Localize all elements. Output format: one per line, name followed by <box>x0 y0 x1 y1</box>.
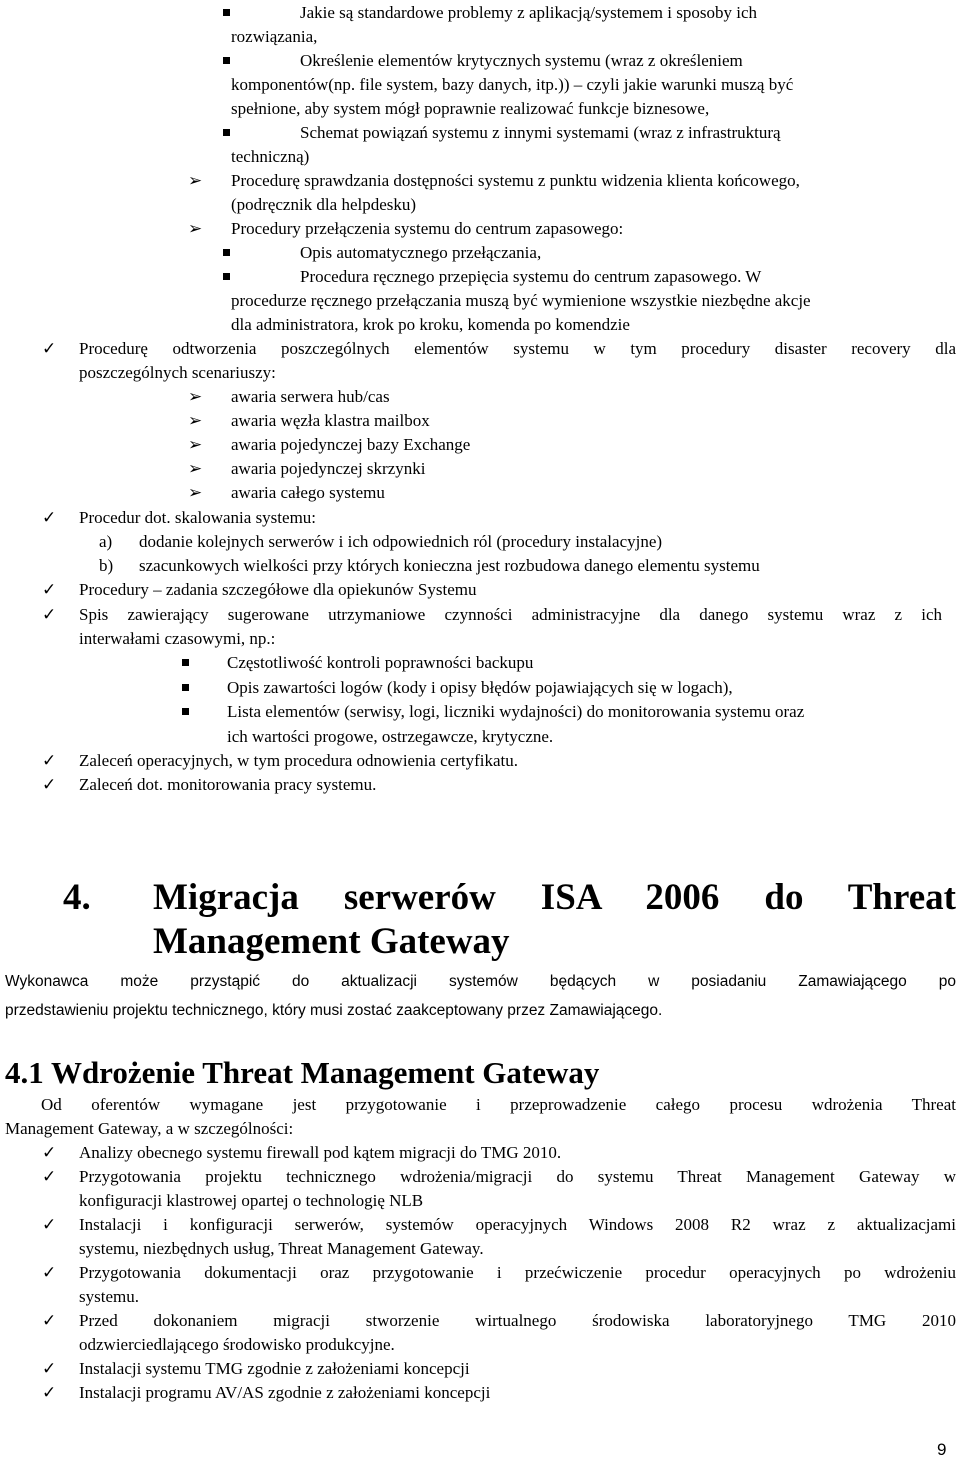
checkmark-icon: ✓ <box>42 580 57 599</box>
square-bullet-icon <box>223 249 230 256</box>
checkmark-icon: ✓ <box>42 339 57 358</box>
arrow-bullet-icon: ➢ <box>188 483 203 502</box>
checkmark-icon: ✓ <box>42 1383 57 1402</box>
list-item: awaria węzła klastra mailbox <box>231 411 430 430</box>
list-item-continuation: interwałami czasowymi, np.: <box>79 629 276 648</box>
list-item: Instalacji systemu TMG zgodnie z założeniami koncepcji <box>79 1359 470 1378</box>
list-item-continuation: komponentów(np. file system, bazy danych, itp.)) – czyli jakie warunki muszą być <box>231 75 794 94</box>
arrow-bullet-icon: ➢ <box>188 387 203 406</box>
list-letter: b) <box>99 556 114 575</box>
list-item: Określenie elementów krytycznych systemu (wraz z określeniem <box>300 51 743 70</box>
arrow-bullet-icon: ➢ <box>188 459 203 478</box>
checkmark-icon: ✓ <box>42 1215 57 1234</box>
square-bullet-icon <box>223 57 230 64</box>
list-item: Instalacji i konfiguracji serwerów, systemów operacyjnych Windows 2008 R2 wraz z aktualizacjami <box>79 1215 956 1234</box>
arrow-bullet-icon: ➢ <box>188 219 203 238</box>
list-item: Procedurę odtworzenia poszczególnych elementów systemu w tym procedury disaster recovery dla <box>79 339 956 358</box>
square-bullet-icon <box>182 659 189 666</box>
checkmark-icon: ✓ <box>42 751 57 770</box>
checkmark-icon: ✓ <box>42 508 57 527</box>
list-item: Procedury – zadania szczegółowe dla opiekunów Systemu <box>79 580 477 599</box>
checkmark-icon: ✓ <box>42 1311 57 1330</box>
list-item-continuation: poszczególnych scenariuszy: <box>79 363 276 382</box>
checkmark-icon: ✓ <box>42 605 57 624</box>
checkmark-icon: ✓ <box>42 1143 57 1162</box>
list-item: Procedura ręcznego przepięcia systemu do centrum zapasowego. W <box>300 267 762 286</box>
list-item: Przygotowania dokumentacji oraz przygotowanie i przećwiczenie procedur operacyjnych po wdrożeniu <box>79 1263 956 1282</box>
list-item-continuation: ich wartości progowe, ostrzegawcze, krytyczne. <box>227 727 554 746</box>
section-paragraph-continuation: przedstawieniu projektu technicznego, który musi zostać zaakceptowany przez Zamawiającego. <box>5 1002 663 1019</box>
checkmark-icon: ✓ <box>42 1359 57 1378</box>
list-item: awaria serwera hub/cas <box>231 387 390 406</box>
list-item: Schemat powiązań systemu z innymi systemami (wraz z infrastrukturą <box>300 123 781 142</box>
section-paragraph: Wykonawca może przystąpić do aktualizacji systemów będących w posiadaniu Zamawiającego po <box>5 973 956 990</box>
list-item: Zaleceń dot. monitorowania pracy systemu. <box>79 775 377 794</box>
list-item: Przygotowania projektu technicznego wdrożenia/migracji do systemu Threat Management Gateway w <box>79 1167 956 1186</box>
square-bullet-icon <box>223 273 230 280</box>
list-item: Procedurę sprawdzania dostępności systemu z punktu widzenia klienta końcowego, <box>231 171 800 190</box>
list-item: dodanie kolejnych serwerów i ich odpowiednich ról (procedury instalacyjne) <box>139 532 663 551</box>
checkmark-icon: ✓ <box>42 775 57 794</box>
list-item: Jakie są standardowe problemy z aplikacją/systemem i sposoby ich <box>300 3 757 22</box>
list-item: awaria pojedynczej bazy Exchange <box>231 435 471 454</box>
checkmark-icon: ✓ <box>42 1167 57 1186</box>
section-title-line1: Migracja serwerów ISA 2006 do Threat <box>153 877 956 918</box>
list-item-continuation: odzwierciedlającego środowisko produkcyjne. <box>79 1335 395 1354</box>
section-title-line2: Management Gateway <box>153 921 510 962</box>
subsection-intro-continuation: Management Gateway, a w szczególności: <box>5 1119 294 1138</box>
list-item-continuation: rozwiązania, <box>231 27 318 46</box>
list-item: Opis automatycznego przełączania, <box>300 243 542 262</box>
list-item-continuation: konfiguracji klastrowej opartej o technologię NLB <box>79 1191 424 1210</box>
list-item-continuation: techniczną) <box>231 147 310 166</box>
list-item: Przed dokonaniem migracji stworzenie wirtualnego środowiska laboratoryjnego TMG 2010 <box>79 1311 956 1330</box>
square-bullet-icon <box>182 684 189 691</box>
page-number: 9 <box>937 1440 947 1459</box>
list-item-continuation: spełnione, aby system mógł poprawnie realizować funkcje biznesowe, <box>231 99 710 118</box>
list-item: awaria pojedynczej skrzynki <box>231 459 426 478</box>
section-number: 4. <box>63 877 91 918</box>
arrow-bullet-icon: ➢ <box>188 171 203 190</box>
subsection-title: 4.1 Wdrożenie Threat Management Gateway <box>5 1055 600 1090</box>
arrow-bullet-icon: ➢ <box>188 435 203 454</box>
list-item-continuation: (podręcznik dla helpdesku) <box>231 195 417 214</box>
subsection-intro: Od oferentów wymagane jest przygotowanie i przeprowadzenie całego procesu wdrożenia Threat <box>41 1095 956 1114</box>
list-item: Procedury przełączenia systemu do centrum zapasowego: <box>231 219 624 238</box>
arrow-bullet-icon: ➢ <box>188 411 203 430</box>
list-item: Lista elementów (serwisy, logi, liczniki wydajności) do monitorowania systemu oraz <box>227 702 805 721</box>
list-item-continuation: systemu. <box>79 1287 139 1306</box>
list-item: Opis zawartości logów (kody i opisy błędów pojawiających się w logach), <box>227 678 733 697</box>
list-item: Zaleceń operacyjnych, w tym procedura odnowienia certyfikatu. <box>79 751 518 770</box>
list-item: Analizy obecnego systemu firewall pod kątem migracji do TMG 2010. <box>79 1143 562 1162</box>
list-item: Spis zawierający sugerowane utrzymaniowe czynności administracyjne dla danego systemu wraz z ich <box>79 605 942 624</box>
checkmark-icon: ✓ <box>42 1263 57 1282</box>
square-bullet-icon <box>223 9 230 16</box>
list-item: Procedur dot. skalowania systemu: <box>79 508 317 527</box>
list-item: szacunkowych wielkości przy których konieczna jest rozbudowa danego elementu systemu <box>139 556 760 575</box>
square-bullet-icon <box>223 129 230 136</box>
list-item-continuation: dla administratora, krok po kroku, komenda po komendzie <box>231 315 630 334</box>
list-item-continuation: systemu, niezbędnych usług, Threat Management Gateway. <box>79 1239 484 1258</box>
list-item: Częstotliwość kontroli poprawności backupu <box>227 653 534 672</box>
list-item: awaria całego systemu <box>231 483 385 502</box>
square-bullet-icon <box>182 708 189 715</box>
list-item-continuation: procedurze ręcznego przełączania muszą być wymienione wszystkie niezbędne akcje <box>231 291 811 310</box>
list-letter: a) <box>99 532 113 551</box>
list-item: Instalacji programu AV/AS zgodnie z założeniami koncepcji <box>79 1383 491 1402</box>
